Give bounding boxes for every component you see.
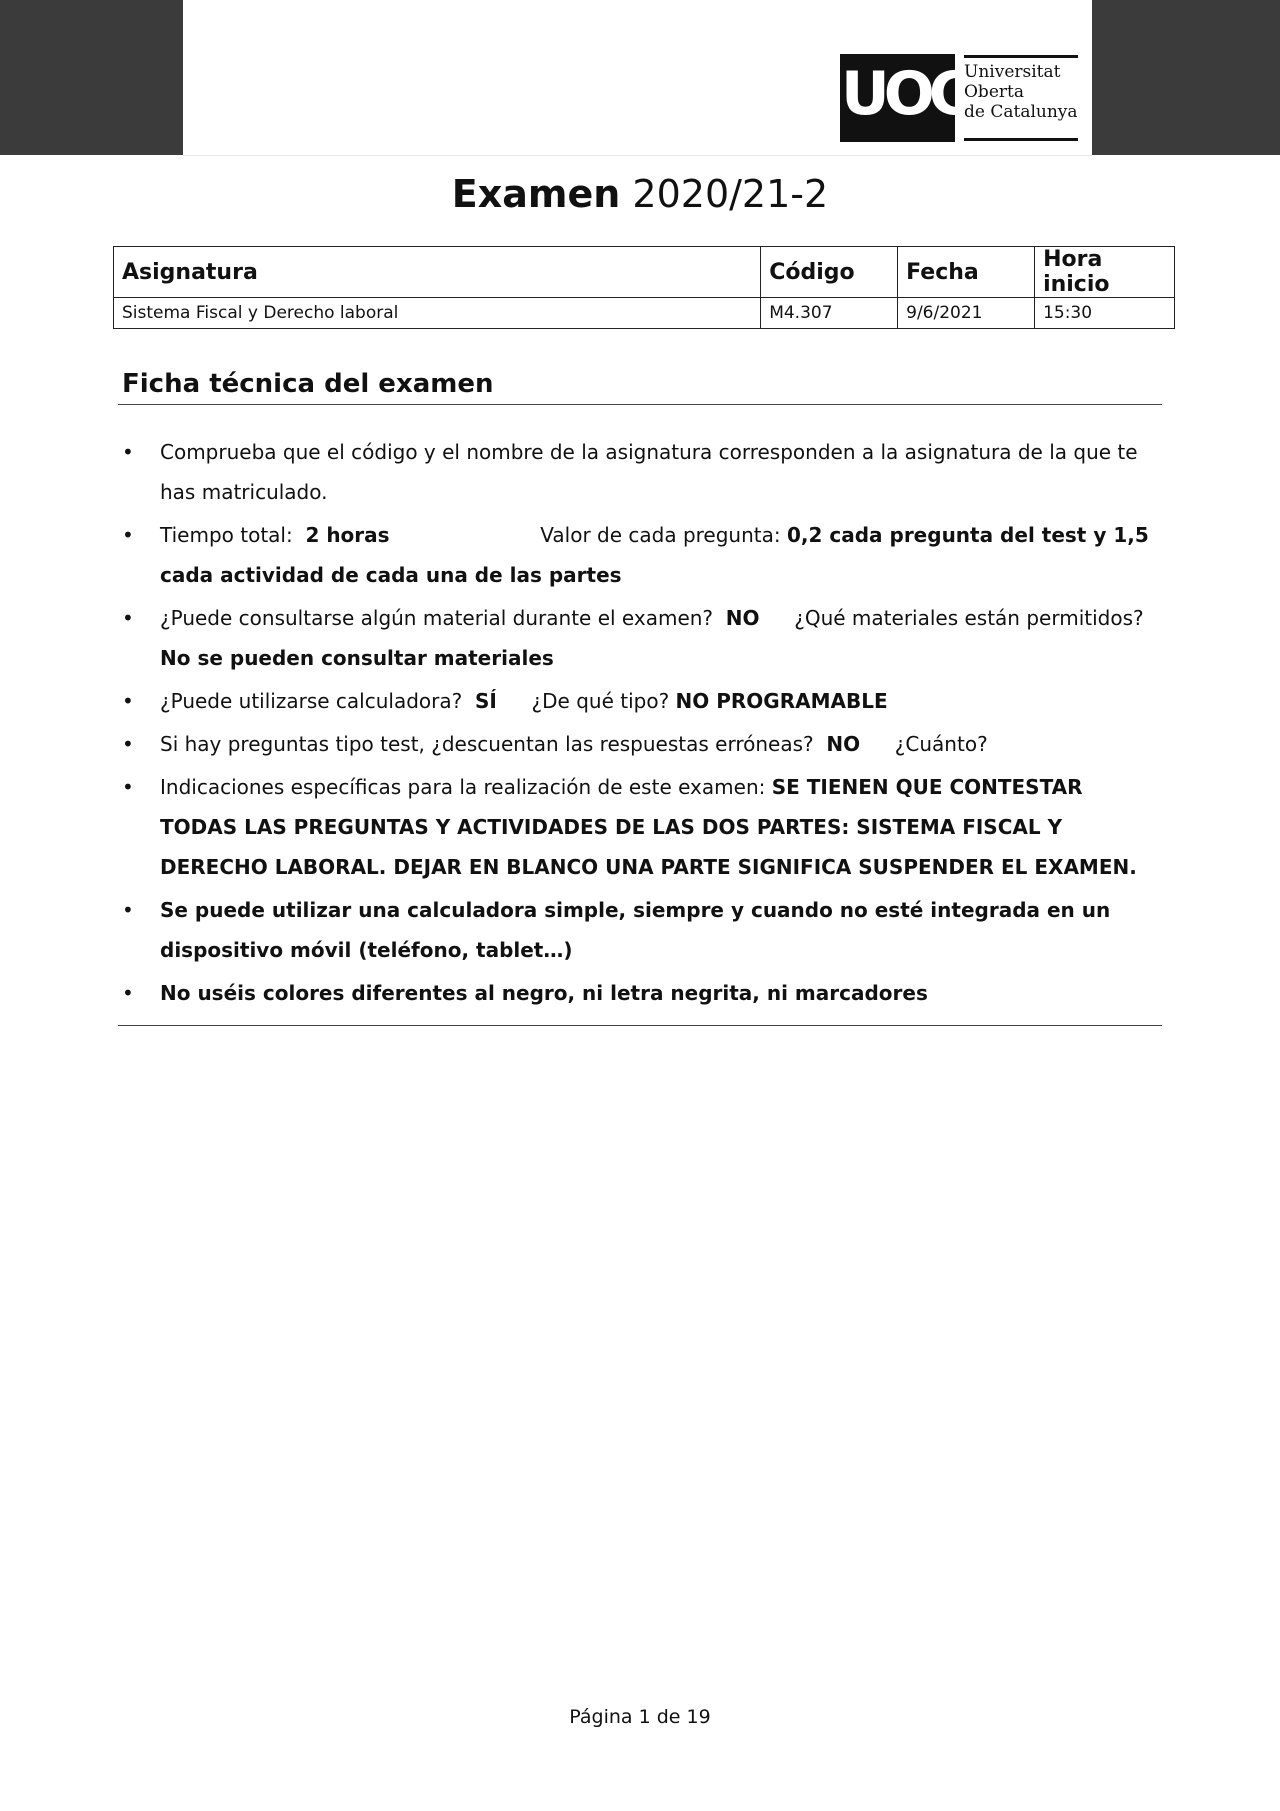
item-answer: NO PROGRAMABLE: [675, 689, 888, 713]
item-answer: NO: [725, 606, 760, 630]
item-question: ¿Qué materiales están permitidos?: [794, 606, 1144, 630]
item-label: Valor de cada pregunta:: [540, 523, 781, 547]
list-item: [122, 890, 1162, 970]
list-item: [122, 973, 1162, 1013]
header-cell: Asignatura: [114, 247, 761, 298]
subject-cell: Sistema Fiscal y Derecho laboral: [114, 298, 761, 329]
logo-line: Oberta: [964, 82, 1024, 102]
page-title: [0, 168, 1280, 220]
item-value: 0,2 cada pregunta del test y 1,5 cada actividad de cada una de las partes: [160, 523, 1149, 587]
logo-rule-bottom: [964, 138, 1078, 141]
logo-mark: [840, 54, 967, 142]
bullet-icon: •: [122, 898, 134, 922]
item-question: ¿Puede utilizarse calculadora?: [160, 689, 463, 713]
list-item: [122, 767, 1162, 887]
bullet-icon: •: [122, 606, 134, 630]
list-item: [122, 681, 1162, 721]
list-item: [122, 598, 1162, 678]
header-cell: Código: [761, 247, 898, 298]
date-cell: 9/6/2021: [898, 298, 1035, 329]
item-answer: NO: [826, 732, 861, 756]
logo-wordmark: [964, 62, 1078, 122]
list-item: [122, 515, 1162, 595]
header-divider: [183, 155, 1092, 156]
logo-line: de Catalunya: [964, 102, 1078, 122]
logo-line: Universitat: [964, 62, 1061, 82]
item-label: Tiempo total:: [160, 523, 293, 547]
code-cell: M4.307: [761, 298, 898, 329]
logo-letters: UOC: [841, 59, 967, 129]
uoc-logo: [840, 54, 1078, 144]
page-margin-right: [1092, 0, 1280, 155]
start-time-cell: 15:30: [1035, 298, 1175, 329]
logo-rule-top: [964, 55, 1078, 58]
section-divider-bottom: [118, 1025, 1162, 1026]
header-cell: Hora inicio: [1035, 247, 1175, 298]
title-rest: 2020/21-2: [620, 172, 829, 216]
header-cell: Fecha: [898, 247, 1035, 298]
bullet-icon: •: [122, 689, 134, 713]
item-question: ¿Cuánto?: [894, 732, 988, 756]
bullet-icon: •: [122, 732, 134, 756]
table-header-row: [114, 247, 1175, 298]
section-divider: [118, 404, 1162, 405]
item-text: Se puede utilizar una calculadora simple, siempre y cuando no esté integrada en un dispositivo móvil (teléfono, tablet…): [160, 898, 1111, 962]
item-label: Indicaciones específicas para la realización de este examen:: [160, 775, 766, 799]
item-answer: SÍ: [474, 689, 497, 713]
item-question: ¿Puede consultarse algún material durante el examen?: [160, 606, 714, 630]
bullet-icon: •: [122, 981, 134, 1005]
bullet-icon: •: [122, 440, 134, 464]
bullet-icon: •: [122, 775, 134, 799]
item-question: ¿De qué tipo?: [531, 689, 670, 713]
item-answer: No se pueden consultar materiales: [160, 646, 554, 670]
item-value: 2 horas: [305, 523, 390, 547]
title-bold: Examen: [451, 172, 621, 216]
list-item: [122, 432, 1162, 512]
bullet-icon: •: [122, 523, 134, 547]
item-text: Comprueba que el código y el nombre de la asignatura corresponden a la asignatura de la que te has matriculado.: [160, 440, 1138, 504]
list-item: [122, 724, 1162, 764]
item-text: No uséis colores diferentes al negro, ni letra negrita, ni marcadores: [160, 981, 928, 1005]
table-row: [114, 298, 1175, 329]
item-value: SE TIENEN QUE CONTESTAR TODAS LAS PREGUNTAS Y ACTIVIDADES DE LAS DOS PARTES: SISTEMA FISCAL Y DERECHO LABORAL. DEJAR EN BLANCO UNA PARTE SIGNIFICA SUSPENDER EL EXAMEN.: [160, 775, 1137, 879]
instructions-list: [122, 432, 1162, 1016]
page-margin-left: [0, 0, 183, 155]
item-question: Si hay preguntas tipo test, ¿descuentan las respuestas erróneas?: [160, 732, 814, 756]
page-number: Página 1 de 19: [569, 1706, 711, 1728]
exam-info-table: [113, 246, 1175, 329]
section-title: Ficha técnica del examen: [122, 369, 494, 399]
